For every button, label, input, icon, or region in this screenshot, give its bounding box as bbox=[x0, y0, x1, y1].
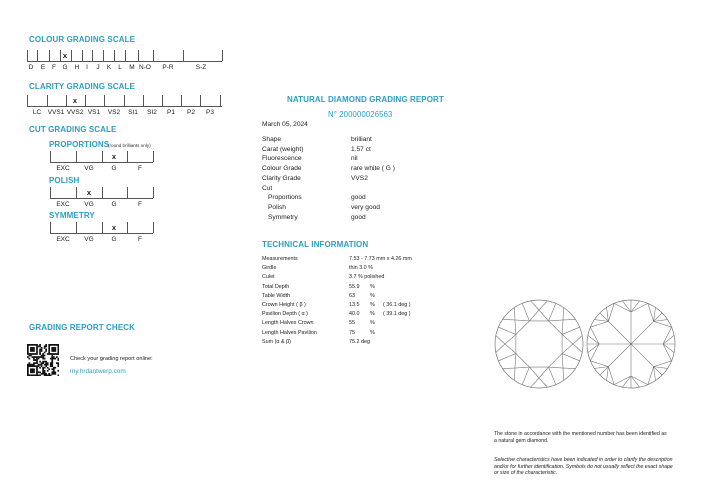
colour-scale-tick bbox=[103, 50, 104, 61]
tech-row-value: 63 bbox=[349, 292, 355, 299]
polish-grade-label: F bbox=[138, 201, 142, 208]
polish-grade-label: VG bbox=[84, 201, 94, 208]
colour-scale-tick bbox=[27, 50, 28, 61]
symmetry-scale-tick bbox=[76, 222, 77, 233]
tech-row-label: Table Width bbox=[262, 292, 291, 299]
report-row-label: Fluorescence bbox=[262, 155, 302, 163]
report-title: NATURAL DIAMOND GRADING REPORT bbox=[287, 95, 444, 104]
symmetry-grade-label: G bbox=[111, 236, 117, 243]
report-row-value: VVS2 bbox=[351, 174, 368, 182]
tech-row-value: 7.53 - 7.73 mm x 4.26 mm bbox=[349, 256, 412, 262]
tech-row-label: Girdle bbox=[262, 265, 277, 272]
check-title: GRADING REPORT CHECK bbox=[29, 323, 136, 332]
footer-disclaimer: Selective characteristics have been indicated in order to clarify the description and/or for further identification. Symbols do not usually reflect the exact shape or size of the characteristic. bbox=[494, 457, 673, 477]
colour-scale-tick bbox=[71, 50, 72, 61]
report-date: March 05, 2024 bbox=[262, 121, 308, 128]
clarity-grade-label: VVS2 bbox=[66, 109, 84, 116]
colour-scale-line bbox=[27, 61, 222, 62]
proportions-grade-label: G bbox=[111, 165, 117, 172]
proportions-title: PROPORTIONS bbox=[49, 140, 110, 149]
colour-grade-label: M bbox=[129, 64, 135, 71]
report-row-label: Colour Grade bbox=[262, 165, 302, 173]
colour-scale-tick bbox=[183, 50, 184, 61]
clarity-scale-tick bbox=[181, 95, 182, 106]
report-row-value: good bbox=[351, 194, 366, 202]
proportions-grade-mark: x bbox=[111, 152, 117, 161]
symmetry-scale-line bbox=[50, 233, 153, 234]
report-row-label: Shape bbox=[262, 136, 282, 143]
clarity-scale-tick bbox=[162, 95, 163, 106]
report-row-label: Symmetry bbox=[268, 213, 298, 221]
proportions-note: (round brilliants only) bbox=[108, 143, 151, 148]
clarity-scale-tick bbox=[85, 95, 86, 106]
report-row-value: brilliant bbox=[351, 136, 372, 143]
polish-grade-mark: x bbox=[86, 188, 92, 197]
colour-grade-label: J bbox=[96, 64, 100, 71]
proportions-scale-tick bbox=[153, 151, 154, 162]
tech-row-value: 40.0 bbox=[349, 311, 360, 318]
colour-grade-label: N-O bbox=[139, 64, 151, 71]
clarity-scale-tick bbox=[200, 95, 201, 106]
clarity-scale-tick bbox=[47, 95, 48, 106]
technical-title: TECHNICAL INFORMATION bbox=[262, 240, 369, 249]
report-row-label: Proportions bbox=[268, 194, 302, 202]
clarity-scale-tick bbox=[104, 95, 105, 106]
clarity-grade-label: P1 bbox=[167, 109, 175, 116]
tech-row-label: Length Halves Pavilion bbox=[262, 329, 317, 336]
colour-grade-label: F bbox=[52, 64, 56, 71]
clarity-scale-tick bbox=[220, 95, 221, 106]
tech-row-value: 75 bbox=[349, 329, 355, 336]
clarity-grade-label: VS2 bbox=[107, 109, 121, 116]
tech-row-value: thin 3.0 % bbox=[349, 265, 373, 272]
clarity-grade-label: P2 bbox=[187, 109, 195, 116]
polish-scale-tick bbox=[50, 187, 51, 198]
colour-grade-label: G bbox=[62, 64, 68, 71]
clarity-scale-title: CLARITY GRADING SCALE bbox=[29, 82, 135, 91]
proportions-grade-label: EXC bbox=[56, 165, 70, 172]
report-row-value: very good bbox=[351, 203, 380, 211]
report-number: N° 200000026563 bbox=[328, 110, 393, 119]
colour-scale-tick bbox=[125, 50, 126, 61]
diamond-crown-plot-icon bbox=[494, 299, 584, 389]
report-row-label: Clarity Grade bbox=[262, 174, 301, 182]
clarity-scale-tick bbox=[124, 95, 125, 106]
colour-scale-tick bbox=[49, 50, 50, 61]
tech-row-label: Culet bbox=[262, 274, 275, 281]
tech-row-value: 13.5 bbox=[349, 302, 360, 308]
tech-row-unit: % bbox=[370, 311, 375, 318]
colour-scale-tick bbox=[153, 50, 154, 61]
tech-row-extra: ( 39.1 deg ) bbox=[383, 311, 411, 318]
symmetry-title: SYMMETRY bbox=[49, 211, 95, 220]
tech-row-label: Measurements bbox=[262, 256, 298, 262]
tech-row-label: Length Halves Crown bbox=[262, 320, 314, 327]
tech-row-unit: % bbox=[370, 320, 375, 327]
polish-scale-tick bbox=[76, 187, 77, 198]
colour-grade-label: S-Z bbox=[195, 64, 207, 71]
clarity-grade-label: VVS1 bbox=[47, 109, 65, 116]
report-row-label: Polish bbox=[268, 203, 286, 211]
diamond-pavilion-plot-icon bbox=[586, 299, 676, 389]
polish-scale-tick bbox=[127, 187, 128, 198]
proportions-scale-tick bbox=[102, 151, 103, 162]
polish-scale-tick bbox=[153, 187, 154, 198]
tech-row-unit: % bbox=[370, 302, 375, 308]
proportions-scale-line bbox=[50, 162, 153, 163]
symmetry-grade-label: VG bbox=[84, 236, 94, 243]
proportions-grade-label: F bbox=[138, 165, 142, 172]
polish-grade-label: G bbox=[111, 201, 117, 208]
qr-code-icon[interactable] bbox=[27, 344, 59, 376]
tech-row-label: Total Depth bbox=[262, 283, 290, 290]
colour-grade-mark: x bbox=[62, 51, 68, 60]
colour-scale-tick bbox=[92, 50, 93, 61]
clarity-scale-line bbox=[27, 106, 222, 107]
colour-grade-label: I bbox=[86, 64, 88, 71]
tech-row-label: Sum (α & β) bbox=[262, 338, 291, 345]
proportions-scale-tick bbox=[127, 151, 128, 162]
symmetry-scale-tick bbox=[127, 222, 128, 233]
report-row-value: 1.57 ct bbox=[351, 145, 371, 153]
polish-scale-line bbox=[50, 198, 153, 199]
tech-row-label: Pavilion Depth ( α ) bbox=[262, 311, 308, 318]
clarity-grade-label: LC bbox=[32, 109, 42, 116]
colour-scale-tick bbox=[138, 50, 139, 61]
clarity-grade-label: P3 bbox=[206, 109, 214, 116]
check-link[interactable]: my.hrdantwerp.com bbox=[70, 368, 126, 375]
tech-row-unit: % bbox=[370, 283, 375, 290]
tech-row-value: 75.2 deg bbox=[349, 338, 370, 345]
tech-row-label: Crown Height ( β ) bbox=[262, 302, 306, 308]
polish-grade-label: EXC bbox=[56, 201, 70, 208]
report-row-label: Carat (weight) bbox=[262, 145, 304, 153]
clarity-scale-tick bbox=[143, 95, 144, 106]
symmetry-grade-label: EXC bbox=[56, 236, 70, 243]
cut-scale-title: CUT GRADING SCALE bbox=[29, 125, 117, 134]
footer-statement: The stone in accordance with the mentioned number has been identified as a natural gem diamond. bbox=[494, 431, 667, 444]
report-row-value: good bbox=[351, 213, 366, 221]
colour-grade-label: L bbox=[118, 64, 122, 71]
tech-row-unit: % bbox=[370, 329, 375, 336]
polish-title: POLISH bbox=[49, 176, 80, 185]
symmetry-grade-mark: x bbox=[111, 223, 117, 232]
colour-grade-label: K bbox=[106, 64, 112, 71]
symmetry-grade-label: F bbox=[138, 236, 142, 243]
tech-row-value: 55 bbox=[349, 320, 355, 327]
report-row-label: Cut bbox=[262, 184, 273, 192]
clarity-scale-tick bbox=[27, 95, 28, 106]
colour-grade-label: P-R bbox=[162, 64, 174, 71]
colour-grade-label: H bbox=[74, 64, 80, 71]
symmetry-scale-tick bbox=[50, 222, 51, 233]
report-row-value: rare white ( G ) bbox=[351, 165, 395, 173]
colour-scale-tick bbox=[222, 50, 223, 61]
report-row-value: nil bbox=[351, 155, 358, 163]
tech-row-value: 3.7 % polished bbox=[349, 274, 385, 281]
tech-row-value: 55.9 bbox=[349, 283, 360, 290]
proportions-scale-tick bbox=[50, 151, 51, 162]
colour-scale-tick bbox=[114, 50, 115, 61]
clarity-grade-label: SI1 bbox=[128, 109, 138, 116]
colour-grade-label: D bbox=[28, 64, 34, 71]
proportions-grade-label: VG bbox=[84, 165, 94, 172]
check-text: Check your grading report online: bbox=[70, 356, 153, 362]
polish-scale-tick bbox=[102, 187, 103, 198]
symmetry-scale-tick bbox=[153, 222, 154, 233]
clarity-grade-label: SI2 bbox=[147, 109, 157, 116]
colour-scale-tick bbox=[37, 50, 38, 61]
tech-row-unit: % bbox=[370, 292, 375, 299]
clarity-scale-tick bbox=[66, 95, 67, 106]
colour-scale-tick bbox=[82, 50, 83, 61]
clarity-grade-label: VS1 bbox=[87, 109, 101, 116]
symmetry-scale-tick bbox=[102, 222, 103, 233]
colour-scale-title: COLOUR GRADING SCALE bbox=[29, 35, 135, 44]
clarity-grade-mark: x bbox=[72, 96, 78, 105]
colour-grade-label: E bbox=[40, 64, 46, 71]
tech-row-extra: ( 36.1 deg ) bbox=[383, 302, 411, 308]
proportions-scale-tick bbox=[76, 151, 77, 162]
